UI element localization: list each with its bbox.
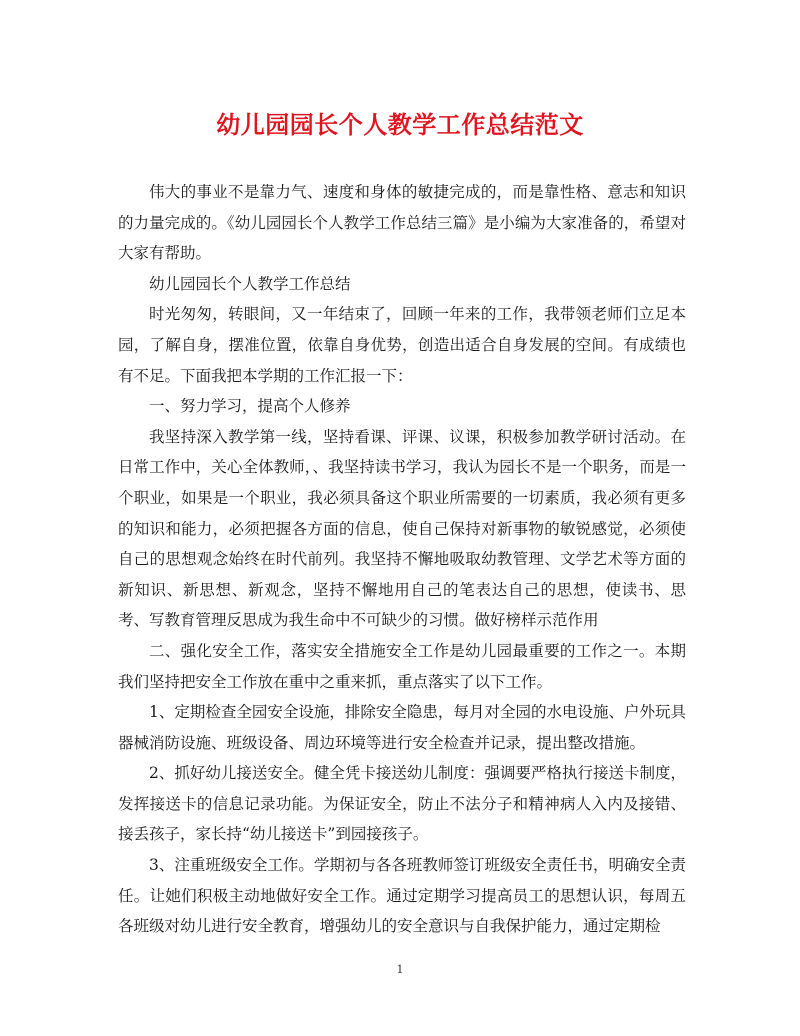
paragraph-item-1: 1、定期检查全园安全设施，排除安全隐患，每月对全园的水电设施、户外玩具器械消防设施、班级设备、周边环境等进行安全检查并记录，提出整改措施。 (118, 703, 686, 752)
paragraph-opening: 时光匆匆，转眼间，又一年结束了，回顾一年来的工作，我带领老师们立足本园，了解自身，摆准位置，依靠自身优势，创造出适合自身发展的空间。有成绩也有不足。下面我把本学期的工作汇报一下： (118, 305, 686, 385)
paragraph-item-3: 3、注重班级安全工作。学期初与各各班教师签订班级安全责任书，明确安全责任。让她们积极主动地做好安全工作。通过定期学习提高员工的思想认识，每周五各班级对幼儿进行安全教育，增强幼儿的安全意识与自我保护能力，通过定期检 (118, 856, 686, 936)
page-number: 1 (396, 963, 404, 976)
paragraph-heading-1: 一、努力学习，提高个人修养 (149, 397, 351, 416)
paragraph-subtitle: 幼儿园园长个人教学工作总结 (149, 274, 351, 293)
paragraph-study: 我坚持深入教学第一线，坚持看课、评课、议课，积极参加教学研讨活动。在日常工作中，关心全体教师，、我坚持读书学习，我认为园长不是一个职务，而是一个职业，如果是一个职业，我必须具备这个职业所需要的一切素质，我必须有更多的知识和能力，必须把握各方面的信息，使自己保持对新事物的敏锐感觉，必须使自己的思想观念始终在时代前列。我坚持不懈地吸取幼教管理、文学艺术等方面的新知识、新思想、新观念，坚持不懈地用自己的笔表达自己的思想，使读书、思考、写教育管理反思成为我生命中不可缺少的习惯。做好榜样示范作用 (118, 427, 686, 630)
paragraph-item-2: 2、抓好幼儿接送安全。健全凭卡接送幼儿制度：强调要严格执行接送卡制度，发挥接送卡的信息记录功能。为保证安全，防止不法分子和精神病人入内及接错、接丢孩子，家长持“幼儿接送卡”到园接孩子。 (118, 764, 686, 844)
paragraph-intro: 伟大的事业不是靠力气、速度和身体的敏捷完成的，而是靠性格、意志和知识的力量完成的。《幼儿园园长个人教学工作总结三篇》是小编为大家准备的，希望对大家有帮助。 (118, 183, 686, 263)
document-body (118, 177, 686, 942)
document-title: 幼儿园园长个人教学工作总结范文 (216, 110, 584, 139)
paragraph-heading-2: 二、强化安全工作，落实安全措施安全工作是幼儿园最重要的工作之一。本期我们坚持把安全工作放在重中之重来抓，重点落实了以下工作。 (118, 641, 686, 691)
